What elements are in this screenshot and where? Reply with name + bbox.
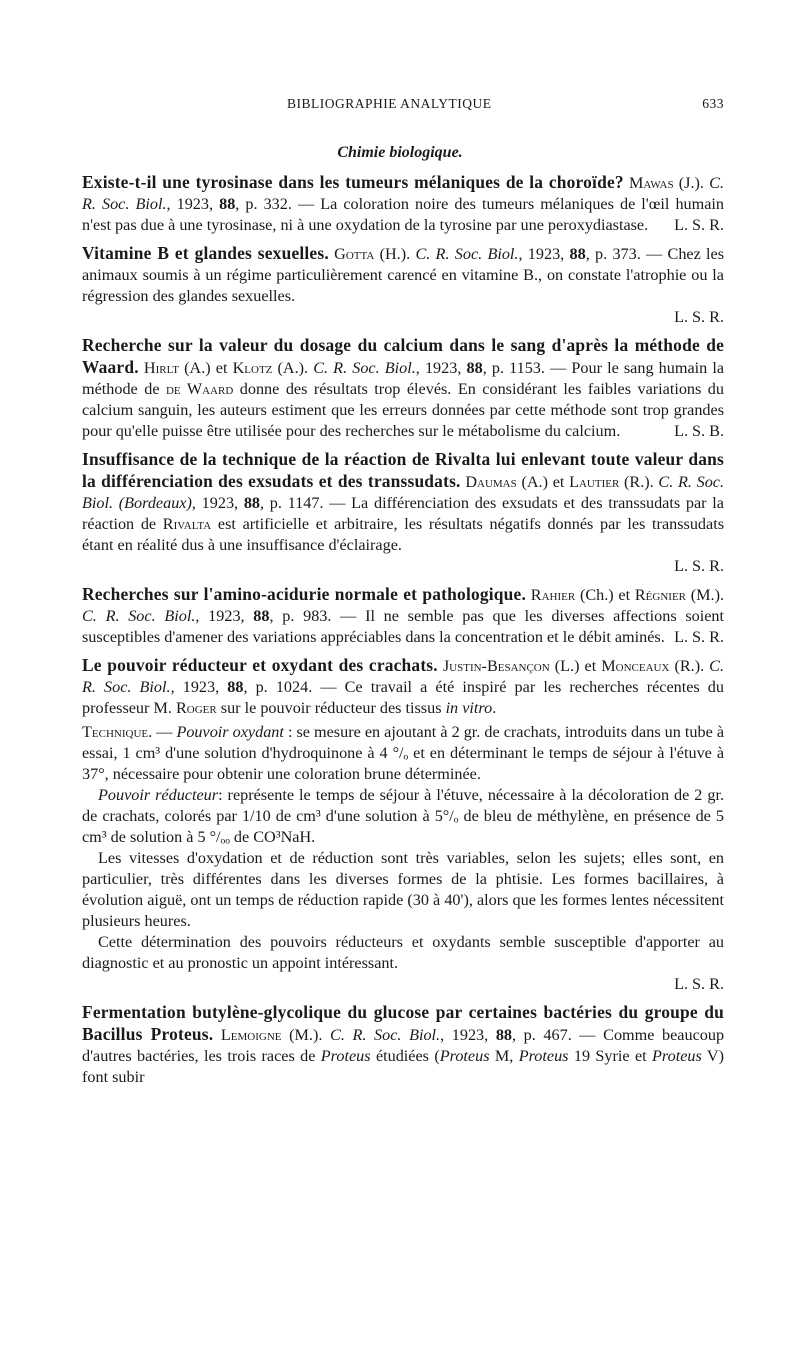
author-name: Lemoigne [220,1026,282,1044]
abstract-text: sur le pouvoir réducteur des tissus [216,699,446,717]
conjunction: et [613,586,635,604]
abstract-entry [82,1002,724,1088]
running-title: BIBLIOGRAPHIE ANALYTIQUE [287,96,492,111]
signature: L. S. R. [674,308,724,326]
conjunction: et [547,473,570,491]
page-number: 633 [702,96,724,111]
author-initial: (R.). [674,657,705,675]
abstract-text: 19 Syrie et [568,1047,653,1065]
abstract-text: — Chez les animaux soumis à un régime particulièrement carencé en vitamine B., on constate l'atrophie ou la régression des glandes sexuelles. [82,245,725,305]
author-initial: (H.). [379,245,411,263]
author-name: Hirlt [143,359,180,377]
technique-term: Pouvoir réducteur [98,786,219,804]
page-ref: , p. 983. [269,607,332,625]
journal-name: C. R. Soc. Biol. [415,245,519,263]
entry-headline: Vitamine B et glandes sexuelles. [82,243,329,263]
abstract-entry [82,449,724,577]
author-initial: (L.) [554,657,580,675]
abstract-text: . [492,699,497,717]
signature: L. S. R. [674,975,724,993]
volume: 88 [495,1026,512,1044]
abstract-text: est artificielle et arbitraire, les résultats négatifs donnés par les transsudats étant en réalité dus à une insuffisance d'éclairage. [82,515,724,554]
volume: 88 [227,678,244,696]
abstract-text: — La coloration noire des tumeurs mélaniques de l'œil humain n'est pas due à une tyrosinase, ni à une oxydation de la tyrosine par une peroxydiastase. [82,195,725,234]
dash: — [152,723,177,741]
italic-term: Proteus [320,1047,371,1065]
journal-name: C. R. Soc. Biol. [330,1026,441,1044]
author-name: Lautier [569,473,620,491]
author-name: Klotz [232,359,273,377]
abstract-text: donne des résultats trop élevés. En considérant les faibles variations du calcium sanguin, les auteurs estiment que les erreurs données par cette méthode sont trop grandes pour qu'elle puisse être utilisée pour des recherches sur le métabolisme du calcium. [82,380,724,440]
entry-headline: Recherche sur la valeur du dosage du calcium dans le sang d'après la méthode de Waard. [82,335,724,377]
year: , 1923, [170,678,228,696]
entry-headline: Le pouvoir réducteur et oxydant des crachats. [82,655,438,675]
author-initial: (R.). [624,473,654,491]
entry-headline: Fermentation butylène-glycolique du glucose par certaines bactéries du groupe du Bacillus Proteus. [82,1002,724,1044]
abstracts-list [82,172,724,1095]
paragraph: Les vitesses d'oxydation et de réduction sont très variables, selon les sujets; elles sont, en particulier, très différentes dans les diverses formes de la phtisie. Les formes bacillaires, à évolution aiguë, ont un temps de réduction rapide (30 à 40'), alors que les formes lentes nécessitent plusieurs heures. [82,849,724,930]
italic-term: Proteus [652,1047,702,1065]
technique-text: : représente le temps de séjour à l'étuve, nécessaire à la décoloration de 2 gr. de crachats, colorés par 1/10 de cm³ d'une solution à 5°/ₒ de bleu de méthylène, en présence de 5 cm³ de solution à 5 °/ₒₒ de CO³NaH. [82,786,724,846]
author-initial: (M.). [289,1026,323,1044]
italic-term: in vitro [445,699,493,717]
author-name: Rahier [530,586,576,604]
abstract-entry [82,243,724,328]
abstract-text: V) font subir [82,1047,724,1086]
entry-headline: Recherches sur l'amino-acidurie normale et pathologique. [82,584,527,604]
abstract-entry [82,172,724,236]
cited-name: de Waard [165,380,234,398]
volume: 88 [219,195,236,213]
author-initial: (J.). [678,174,704,192]
page-ref: , p. 373. [585,245,641,263]
abstract-entry [82,584,724,648]
page-ref: , p. 1147. [260,494,324,512]
page-ref: , p. 1153. [482,359,545,377]
journal-name: C. R. Soc. Biol. [82,607,196,625]
signature: L. S. R. [674,216,724,234]
page-ref: , p. 467. [512,1026,572,1044]
year: , 1923, [415,359,467,377]
signature: L. S. R. [674,628,724,646]
page-ref: , p. 1024. [243,678,313,696]
abstract-text: — Il ne semble pas que les diverses affections soient susceptibles d'amener des variations appréciables dans la concentration et le débit aminés. [82,607,724,646]
cited-name: Roger [175,699,217,717]
abstract-entry [82,335,724,442]
author-initial: (A.) [184,359,211,377]
italic-term: Proteus [518,1047,569,1065]
italic-term: Proteus [439,1047,490,1065]
journal-name: C. R. Soc. Biol. [82,174,725,213]
abstract-text: — La différenciation des exsudats et des transsudats par la réaction de [82,494,724,533]
author-name: Monceaux [601,657,670,675]
volume: 88 [243,494,261,512]
journal-name: C. R. Soc. Biol. [82,657,725,696]
abstract-text: — Pour le sang humain la méthode de [82,359,725,398]
volume: 88 [569,245,586,263]
author-initial: (M.). [690,586,725,604]
technique-label: Technique. [82,723,153,741]
author-initial: (A.). [277,359,309,377]
abstract-text: M, [489,1047,519,1065]
abstract-entry [82,655,724,995]
abstract-text: étudiées ( [370,1047,440,1065]
section-title: Chimie biologique. [337,144,463,161]
conjunction: et [210,359,233,377]
year: , 1923, [518,245,570,263]
author-initial: (A.) [521,473,548,491]
page-ref: , p. 332. [235,195,292,213]
paragraph: Cette détermination des pouvoirs réducteurs et oxydants semble susceptible d'apporter au diagnostic et au pronostic un appoint intéressant. [82,933,724,972]
volume: 88 [466,359,483,377]
entry-headline: Existe-t-il une tyrosinase dans les tumeurs mélaniques de la choroïde? [82,172,624,192]
year: , 1923, [166,195,220,213]
abstract-text: — Comme beaucoup d'autres bactéries, les trois races de [82,1026,725,1065]
author-name: Gotta [334,245,375,263]
signature: L. S. B. [674,422,724,440]
journal-name: C. R. Soc. Biol. [313,359,416,377]
author-name: Justin-Besançon [442,657,550,675]
author-name: Mawas [628,174,674,192]
technique-term: Pouvoir oxydant [176,723,284,741]
year: , 1923, [440,1026,496,1044]
author-name: Daumas [465,473,517,491]
volume: 88 [253,607,270,625]
author-initial: (Ch.) [579,586,614,604]
abstract-text: — Ce travail a été inspiré par les recherches récentes du professeur M. [82,678,724,717]
journal-name: C. R. Soc. Biol. (Bordeaux) [82,473,725,512]
conjunction: et [579,657,602,675]
year: , 1923, [191,494,244,512]
cited-name: Rivalta [162,515,212,533]
signature: L. S. R. [674,557,724,575]
entry-headline: Insuffisance de la technique de la réaction de Rivalta lui enlevant toute valeur dans la différenciation des exsudats et des transsudats. [82,449,724,491]
year: , 1923, [195,607,254,625]
technique-text: : se mesure en ajoutant à 2 gr. de crachats, introduits dans un tube à essai, 1 cm³ d'une solution d'hydroquinone à 4 °/ₒ et en déterminant le temps de séjour à l'étuve à 37°, nécessaire pour obtenir une coloration brune déterminée. [82,723,725,783]
author-name: Régnier [634,586,686,604]
